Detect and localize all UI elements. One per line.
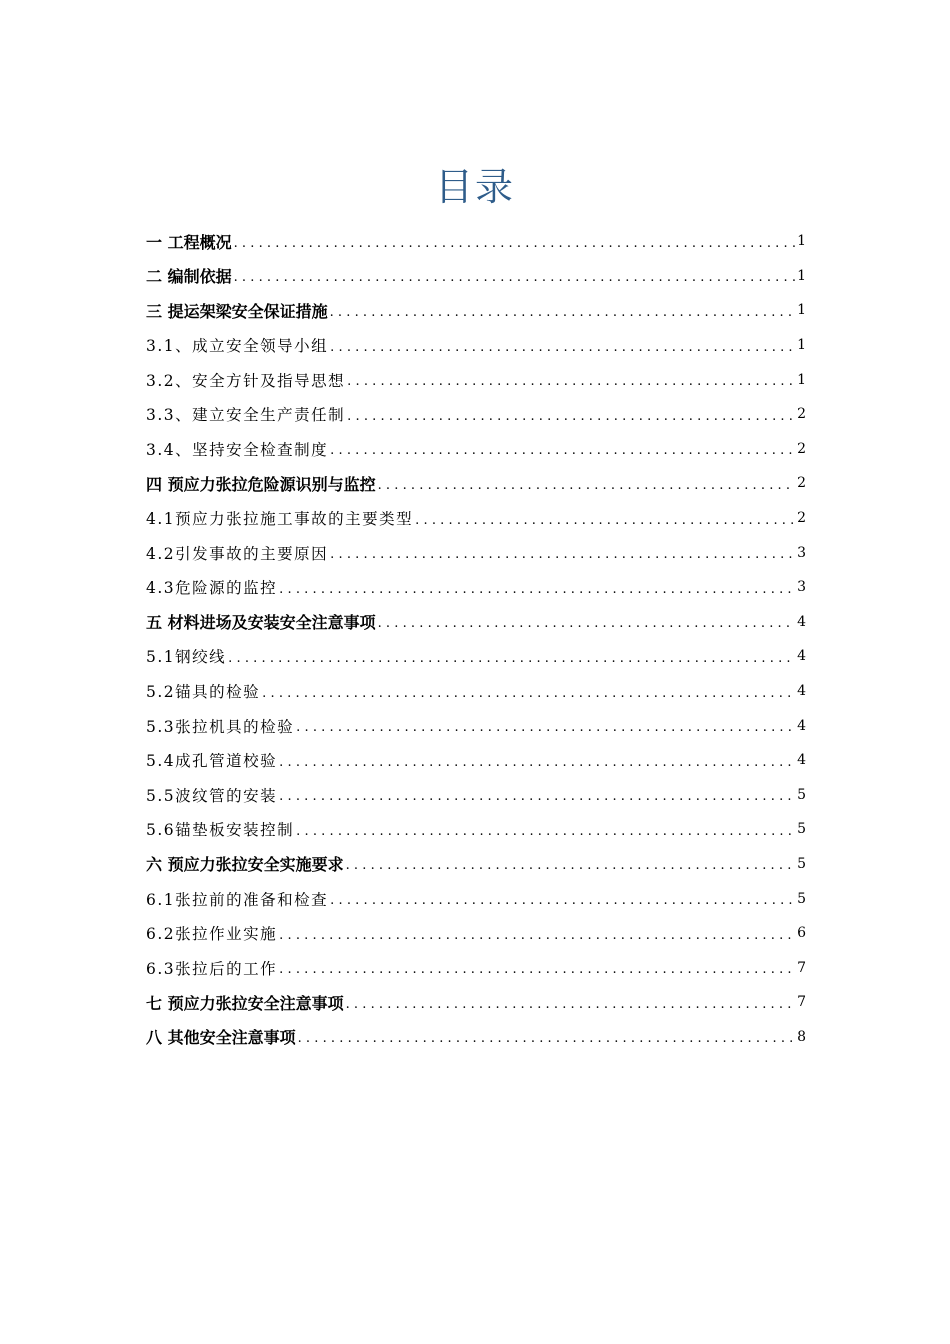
toc-section-entry[interactable] [146,639,806,674]
toc-page-number: 7 [797,994,806,1011]
toc-dot-leader [378,478,796,493]
toc-section-entry[interactable] [146,328,806,363]
toc-entry-text: 3.4、坚持安全检查制度 [146,440,329,459]
toc-dot-leader [330,547,795,562]
toc-entry-text: 4.3危险源的监控 [146,579,278,598]
toc-entry-text: 3.3、建立安全生产责任制 [146,406,346,425]
toc-dot-leader [262,686,795,701]
toc-dot-leader [346,997,796,1012]
toc-dot-leader [378,616,796,631]
toc-entry-text: 6.3张拉后的工作 [146,959,278,978]
toc-page-number: 5 [797,855,806,872]
toc-page-number: 6 [797,925,806,942]
toc-dot-leader [330,340,795,355]
toc-title: 目录 [434,165,515,209]
toc-chapter-entry[interactable] [146,293,806,328]
toc-page-number: 2 [797,510,806,527]
toc-page-number: 4 [797,683,806,700]
toc-page-number: 2 [797,406,806,423]
toc-chapter-entry[interactable] [146,259,806,294]
toc-page-number: 5 [797,786,806,803]
toc-entry-text: 四 预应力张拉危险源识别与监控 [146,474,376,494]
toc-dot-leader [296,824,795,839]
toc-page-number: 8 [797,1028,806,1045]
toc-section-entry[interactable] [146,535,806,570]
toc-page-number: 2 [797,475,806,492]
toc-entry-text: 二 编制依据 [146,267,232,287]
toc-dot-leader [347,374,795,389]
toc-dot-leader [347,409,795,424]
toc-entry-text: 八 其他安全注意事项 [146,1028,296,1048]
toc-entry-text: 6.1张拉前的准备和检查 [146,890,329,909]
toc-page-number: 4 [797,752,806,769]
toc-dot-leader [279,928,795,943]
toc-section-entry[interactable] [146,570,806,605]
toc-page-number: 3 [797,544,806,561]
toc-entry-text: 六 预应力张拉安全实施要求 [146,855,344,875]
toc-section-entry[interactable] [146,674,806,709]
toc-page-number: 4 [797,613,806,630]
toc-page-number: 1 [797,267,806,284]
toc-entry-text: 5.3张拉机具的检验 [146,717,295,736]
toc-dot-leader [330,443,795,458]
toc-entry-text: 5.6锚垫板安装控制 [146,821,295,840]
toc-section-entry[interactable] [146,501,806,536]
toc-page-number: 1 [797,371,806,388]
toc-dot-leader [279,582,795,597]
toc-page-number: 1 [797,337,806,354]
toc-dot-leader [330,893,795,908]
toc-entry-text: 五 材料进场及安装安全注意事项 [146,613,376,633]
toc-entry-text: 5.2锚具的检验 [146,683,261,702]
toc-section-entry[interactable] [146,881,806,916]
toc-page-number: 2 [797,440,806,457]
toc-dot-leader [279,789,795,804]
toc-section-entry[interactable] [146,916,806,951]
toc-dot-leader [279,755,795,770]
toc-dot-leader [279,962,795,977]
toc-dot-leader [346,858,796,873]
toc-page-number: 5 [797,890,806,907]
toc-section-entry[interactable] [146,743,806,778]
toc-dot-leader [330,305,796,320]
toc-entry-text: 5.1钢绞线 [146,648,227,667]
toc-page-number: 7 [797,959,806,976]
toc-entry-text: 6.2张拉作业实施 [146,925,278,944]
toc-chapter-entry[interactable] [146,847,806,882]
toc-chapter-entry[interactable] [146,985,806,1020]
toc-entry-text: 3.2、安全方针及指导思想 [146,371,346,390]
toc-dot-leader [234,236,796,251]
toc-section-entry[interactable] [146,950,806,985]
toc-section-entry[interactable] [146,708,806,743]
toc-chapter-entry[interactable] [146,1020,806,1055]
toc-page-number: 3 [797,579,806,596]
toc-page-number: 1 [797,302,806,319]
toc-entry-text: 一 工程概况 [146,232,232,252]
toc-chapter-entry[interactable] [146,605,806,640]
toc-section-entry[interactable] [146,397,806,432]
toc-chapter-entry[interactable] [146,466,806,501]
toc-chapter-entry[interactable] [146,224,806,259]
toc-entry-text: 4.2引发事故的主要原因 [146,544,329,563]
toc-entry-text: 三 提运架梁安全保证措施 [146,301,328,321]
toc-dot-leader [228,651,795,666]
toc-entry-text: 5.5波纹管的安装 [146,786,278,805]
toc-dot-leader [298,1031,796,1046]
toc-entry-text: 七 预应力张拉安全注意事项 [146,993,344,1013]
toc-entry-text: 4.1预应力张拉施工事故的主要类型 [146,510,414,529]
toc-dot-leader [415,513,795,528]
toc-dot-leader [296,720,795,735]
toc-page-number: 1 [797,233,806,250]
toc-section-entry[interactable] [146,812,806,847]
toc-dot-leader [234,270,796,285]
table-of-contents [146,224,806,1054]
toc-page-number: 4 [797,717,806,734]
toc-section-entry[interactable] [146,432,806,467]
toc-entry-text: 5.4成孔管道校验 [146,752,278,771]
toc-entry-text: 3.1、成立安全领导小组 [146,337,329,356]
toc-page-number: 5 [797,821,806,838]
toc-page-number: 4 [797,648,806,665]
toc-section-entry[interactable] [146,362,806,397]
toc-section-entry[interactable] [146,778,806,813]
